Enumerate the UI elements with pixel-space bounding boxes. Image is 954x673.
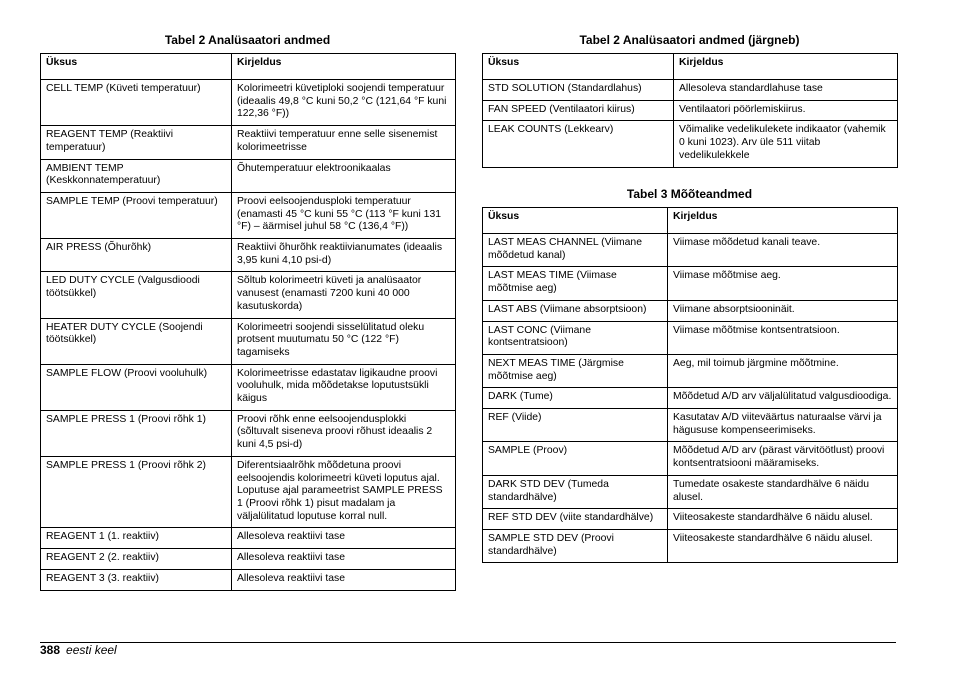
description-cell: Reaktiivi õhurõhk reaktiivianumates (ideaalis 3,95 kuni 4,10 psi-d) [232, 239, 456, 272]
description-cell: Õhutemperatuur elektroonikaalas [232, 159, 456, 192]
description-cell: Viimase mõõdetud kanali teave. [668, 234, 898, 267]
table2-cont-caption: Tabel 2 Analüsaatori andmed (järgneb) [579, 33, 800, 47]
item-cell: REAGENT 2 (2. reaktiiv) [41, 549, 232, 570]
item-cell: CELL TEMP (Küveti temperatuur) [41, 80, 232, 126]
item-cell: SAMPLE STD DEV (Proovi standardhälve) [483, 529, 668, 562]
table-row [483, 509, 898, 530]
item-cell: REAGENT 3 (3. reaktiiv) [41, 569, 232, 590]
item-cell: SAMPLE PRESS 1 (Proovi rõhk 1) [41, 410, 232, 456]
description-cell: Ventilaatori pöörlemiskiirus. [674, 100, 898, 121]
analyzer-data-continued-table [482, 53, 898, 168]
item-cell: REAGENT 1 (1. reaktiiv) [41, 528, 232, 549]
description-cell: Mõõdetud A/D arv (pärast värvitöötlust) proovi kontsentratsiooni määramiseks. [668, 442, 898, 475]
table-row [483, 267, 898, 300]
description-cell: Viiteosakeste standardhälve 6 näidu alusel. [668, 529, 898, 562]
analyzer-data-table [40, 53, 456, 591]
page-number: 388 [40, 643, 61, 657]
item-cell: DARK (Tume) [483, 388, 668, 409]
description-cell: Allesoleva standardlahuse tase [674, 80, 898, 101]
table2-caption: Tabel 2 Analüsaatori andmed [164, 33, 331, 47]
page-footer [40, 643, 117, 657]
table-row [483, 442, 898, 475]
item-cell: SAMPLE (Proov) [483, 442, 668, 475]
table-row [483, 121, 898, 167]
description-cell: Reaktiivi temperatuur enne selle sisenemist kolorimeetrisse [232, 126, 456, 159]
description-cell: Mõõdetud A/D arv väljalülitatud valgusdioodiga. [668, 388, 898, 409]
table-row [483, 388, 898, 409]
table-row [483, 354, 898, 387]
description-cell: Kolorimeetri küvetiploki soojendi temperatuur (ideaalis 49,8 °C kuni 50,2 °C (121,64 °F kuni 122,36 °F)) [232, 80, 456, 126]
footer-divider [40, 642, 896, 643]
column-header-item: Üksus [483, 208, 668, 234]
item-cell: SAMPLE FLOW (Proovi vooluhulk) [41, 364, 232, 410]
table-row [41, 192, 456, 238]
table-row [41, 80, 456, 126]
description-cell: Kasutatav A/D viiteväärtus naturaalse värvi ja hägususe kompenseerimiseks. [668, 409, 898, 442]
column-header-description: Kirjeldus [668, 208, 898, 234]
table-row [41, 549, 456, 570]
column-header-description: Kirjeldus [674, 54, 898, 80]
item-cell: SAMPLE TEMP (Proovi temperatuur) [41, 192, 232, 238]
description-cell: Viimase mõõtmise aeg. [668, 267, 898, 300]
item-cell: STD SOLUTION (Standardlahus) [483, 80, 674, 101]
item-cell: LEAK COUNTS (Lekkearv) [483, 121, 674, 167]
table-row [483, 409, 898, 442]
table-row [41, 239, 456, 272]
column-header-item: Üksus [41, 54, 232, 80]
item-cell: AIR PRESS (Õhurõhk) [41, 239, 232, 272]
table3-caption: Tabel 3 Mõõteandmed [626, 187, 753, 201]
item-cell: LAST MEAS CHANNEL (Viimane mõõdetud kanal) [483, 234, 668, 267]
item-cell: NEXT MEAS TIME (Järgmise mõõtmise aeg) [483, 354, 668, 387]
table-row [483, 300, 898, 321]
description-cell: Viiteosakeste standardhälve 6 näidu alusel. [668, 509, 898, 530]
table-row [41, 318, 456, 364]
description-cell: Allesoleva reaktiivi tase [232, 528, 456, 549]
item-cell: LED DUTY CYCLE (Valgusdioodi töötsükkel) [41, 272, 232, 318]
table-row [41, 456, 456, 528]
footer-language: eesti keel [66, 643, 117, 657]
table-row [483, 80, 898, 101]
table-row [483, 529, 898, 562]
description-cell: Allesoleva reaktiivi tase [232, 549, 456, 570]
table-row [41, 528, 456, 549]
description-cell: Proovi rõhk enne eelsoojendusplokki (sõltuvalt siseneva proovi rõhust ideaalis 2 kuni 4,5 psi-d) [232, 410, 456, 456]
column-header-description: Kirjeldus [232, 54, 456, 80]
item-cell: LAST CONC (Viimane kontsentratsioon) [483, 321, 668, 354]
item-cell: LAST ABS (Viimane absorptsioon) [483, 300, 668, 321]
table-row [483, 100, 898, 121]
description-cell: Aeg, mil toimub järgmine mõõtmine. [668, 354, 898, 387]
item-cell: HEATER DUTY CYCLE (Soojendi töötsükkel) [41, 318, 232, 364]
table-row [41, 569, 456, 590]
description-cell: Allesoleva reaktiivi tase [232, 569, 456, 590]
item-cell: AMBIENT TEMP (Keskkonnatemperatuur) [41, 159, 232, 192]
item-cell: REAGENT TEMP (Reaktiivi temperatuur) [41, 126, 232, 159]
description-cell: Kolorimeetri soojendi sisselülitatud oleku protsent muutumatu 50 °C (122 °F) tagamiseks [232, 318, 456, 364]
table-row [483, 234, 898, 267]
table-row [41, 364, 456, 410]
item-cell: FAN SPEED (Ventilaatori kiirus) [483, 100, 674, 121]
description-cell: Sõltub kolorimeetri küveti ja analüsaator vanusest (enamasti 7200 kuni 40 000 kasutuskorda) [232, 272, 456, 318]
table-row [41, 126, 456, 159]
table-row [41, 272, 456, 318]
item-cell: SAMPLE PRESS 1 (Proovi rõhk 2) [41, 456, 232, 528]
table-row [41, 159, 456, 192]
table-row [483, 321, 898, 354]
description-cell: Võimalike vedelikulekete indikaator (vahemik 0 kuni 1023). Arv üle 511 viitab vedelikulekkele [674, 121, 898, 167]
item-cell: REF STD DEV (viite standardhälve) [483, 509, 668, 530]
item-cell: DARK STD DEV (Tumeda standardhälve) [483, 475, 668, 508]
item-cell: REF (Viide) [483, 409, 668, 442]
description-cell: Viimase mõõtmise kontsentratsioon. [668, 321, 898, 354]
description-cell: Viimane absorptsiooninäit. [668, 300, 898, 321]
item-cell: LAST MEAS TIME (Viimase mõõtmise aeg) [483, 267, 668, 300]
description-cell: Proovi eelsoojendusploki temperatuur (enamasti 45 °C kuni 55 °C (113 °F kuni 131 °F) – äärmisel juhul 58 °C (136,4 °F)) [232, 192, 456, 238]
column-header-item: Üksus [483, 54, 674, 80]
measurement-data-table [482, 207, 898, 563]
description-cell: Kolorimeetrisse edastatav ligikaudne proovi vooluhulk, mida mõõdetakse loputustsükli käigus [232, 364, 456, 410]
description-cell: Diferentsiaalrõhk mõõdetuna proovi eelsoojendis kolorimeetri küveti loputus ajal. Loputuse ajal parameetrist SAMPLE PRESS 1 (Proovi rõhk 1) pisut madalam ja väljalülitatud loputuse korral null. [232, 456, 456, 528]
table-row [41, 410, 456, 456]
description-cell: Tumedate osakeste standardhälve 6 näidu alusel. [668, 475, 898, 508]
table-row [483, 475, 898, 508]
